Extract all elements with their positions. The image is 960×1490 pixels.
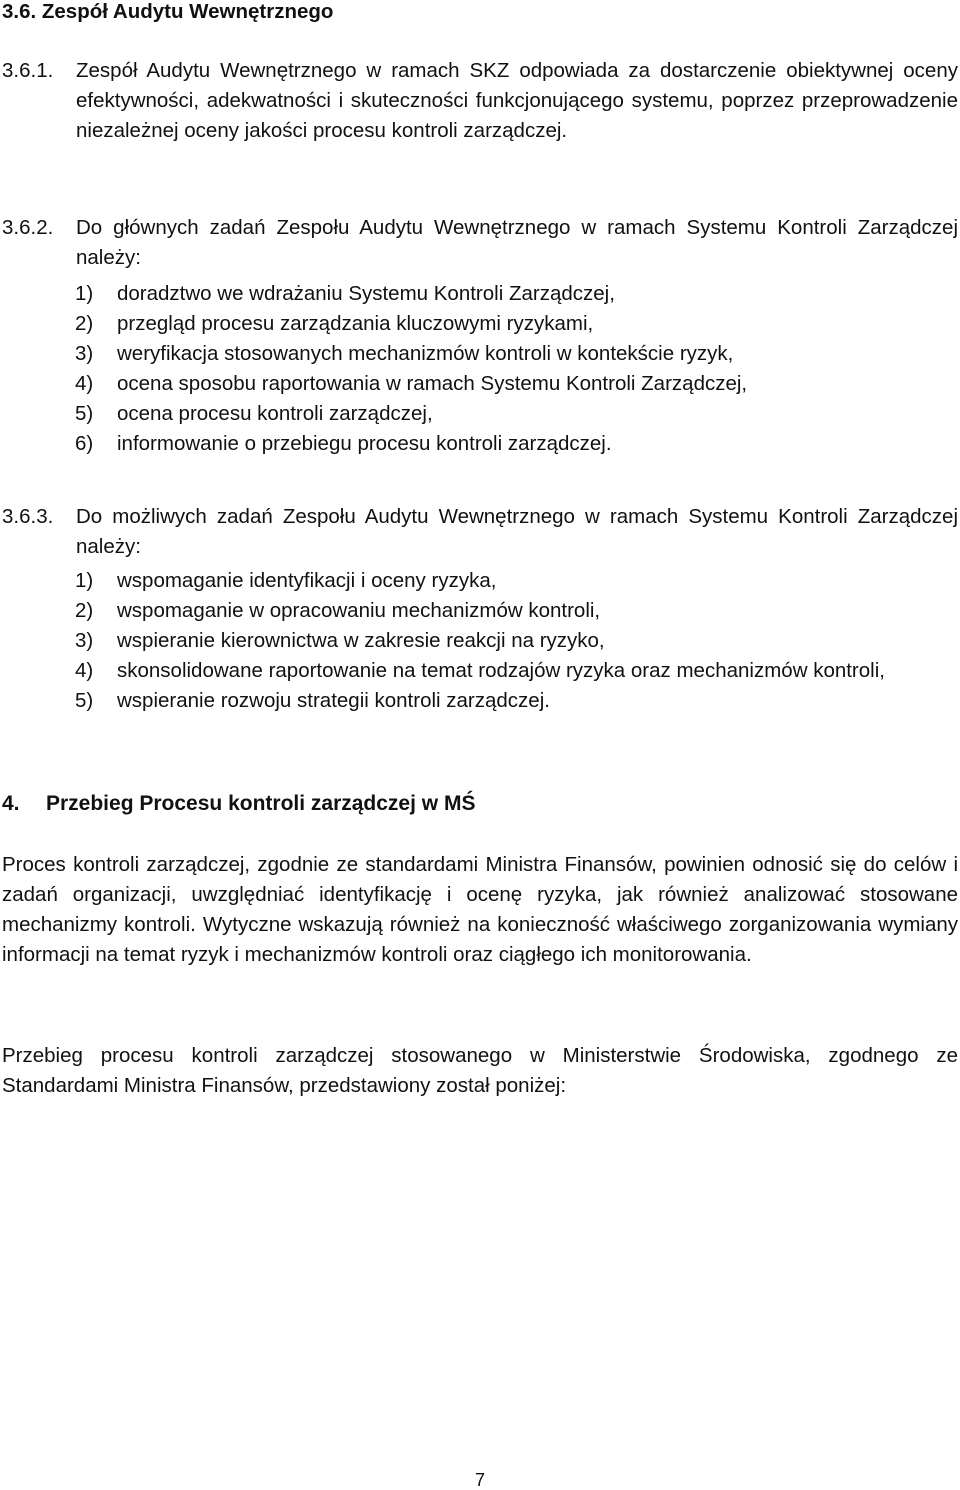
section-4-paragraph-1: Proces kontroli zarządczej, zgodnie ze standardami Ministra Finansów, powinien odnosić się do celów i zadań organizacji, uwzględniać identyfikację i ocenę ryzyka, jak również analizować stosowane mechanizmy kontroli. Wytyczne wskazują również na konieczność właściwego zorganizowania wymiany informacji na temat ryzyk i mechanizmów kontroli oraz ciągłego ich monitorowania. bbox=[2, 853, 958, 966]
list-item-text: przegląd procesu zarządzania kluczowymi ryzykami, bbox=[117, 312, 594, 335]
paragraph-number: 3.6.3. bbox=[2, 505, 54, 528]
list-item bbox=[75, 369, 959, 399]
list-item-number: 2) bbox=[75, 599, 94, 622]
paragraph-number: 3.6.2. bbox=[2, 216, 54, 239]
section-4-paragraph-2: Przebieg procesu kontroli zarządczej stosowanego w Ministerstwie Środowiska, zgodnego ze Standardami Ministra Finansów, przedstawiony został poniżej: bbox=[2, 1044, 958, 1097]
list-item-text: ocena sposobu raportowania w ramach Systemu Kontroli Zarządczej, bbox=[117, 372, 748, 395]
list-item-number: 5) bbox=[75, 402, 94, 425]
paragraph-3-6-3 bbox=[2, 502, 958, 562]
list-item-text: wspomaganie w opracowaniu mechanizmów kontroli, bbox=[117, 599, 601, 622]
list-item-number: 3) bbox=[75, 342, 94, 365]
paragraph-number: 3.6.1. bbox=[2, 59, 54, 82]
paragraph-3-6-2 bbox=[2, 213, 958, 273]
list-item bbox=[75, 626, 959, 656]
paragraph-3-6-1 bbox=[2, 56, 958, 146]
paragraph-text: Do głównych zadań Zespołu Audytu Wewnętrznego w ramach Systemu Kontroli Zarządczej należy: bbox=[76, 216, 958, 269]
list-item bbox=[75, 429, 959, 459]
section-number: 4. bbox=[2, 792, 20, 815]
list-item-number: 6) bbox=[75, 432, 94, 455]
list-item-number: 2) bbox=[75, 312, 94, 335]
list-item-number: 1) bbox=[75, 569, 94, 592]
list-item-text: wspomaganie identyfikacji i oceny ryzyka, bbox=[117, 569, 497, 592]
list-item bbox=[75, 279, 959, 309]
paragraph-text: Zespół Audytu Wewnętrznego w ramach SKZ odpowiada za dostarczenie obiektywnej oceny efektywności, adekwatności i skuteczności funkcjonującego systemu, poprzez przeprowadzenie niezależnej oceny jakości procesu kontroli zarządczej. bbox=[76, 59, 958, 142]
list-item-number: 4) bbox=[75, 659, 94, 682]
list-item-text: informowanie o przebiegu procesu kontroli zarządczej. bbox=[117, 432, 612, 455]
main-tasks-list bbox=[75, 279, 959, 459]
list-item bbox=[75, 339, 959, 369]
list-item-text: doradztwo we wdrażaniu Systemu Kontroli Zarządczej, bbox=[117, 282, 615, 305]
list-item-text: skonsolidowane raportowanie na temat rodzajów ryzyka oraz mechanizmów kontroli, bbox=[117, 659, 885, 682]
list-item-text: wspieranie rozwoju strategii kontroli zarządczej. bbox=[117, 689, 550, 712]
section-heading-4 bbox=[2, 789, 475, 819]
list-item-number: 3) bbox=[75, 629, 94, 652]
list-item bbox=[75, 309, 959, 339]
list-item-number: 1) bbox=[75, 282, 94, 305]
list-item bbox=[75, 686, 959, 716]
list-item bbox=[75, 566, 959, 596]
list-item-text: weryfikacja stosowanych mechanizmów kontroli w kontekście ryzyk, bbox=[117, 342, 734, 365]
list-item-number: 5) bbox=[75, 689, 94, 712]
list-item bbox=[75, 596, 959, 626]
list-item-text: ocena procesu kontroli zarządczej, bbox=[117, 402, 433, 425]
page-number: 7 bbox=[474, 1470, 485, 1490]
section-title-text: Przebieg Procesu kontroli zarządczej w MŚ bbox=[46, 792, 476, 815]
list-item-number: 4) bbox=[75, 372, 94, 395]
possible-tasks-list bbox=[75, 566, 959, 716]
section-heading-3-6: 3.6. Zespół Audytu Wewnętrznego bbox=[2, 0, 334, 23]
list-item-text: wspieranie kierownictwa w zakresie reakcji na ryzyko, bbox=[117, 629, 605, 652]
list-item bbox=[75, 399, 959, 429]
paragraph-text: Do możliwych zadań Zespołu Audytu Wewnętrznego w ramach Systemu Kontroli Zarządczej należy: bbox=[76, 505, 958, 558]
list-item bbox=[75, 656, 959, 686]
